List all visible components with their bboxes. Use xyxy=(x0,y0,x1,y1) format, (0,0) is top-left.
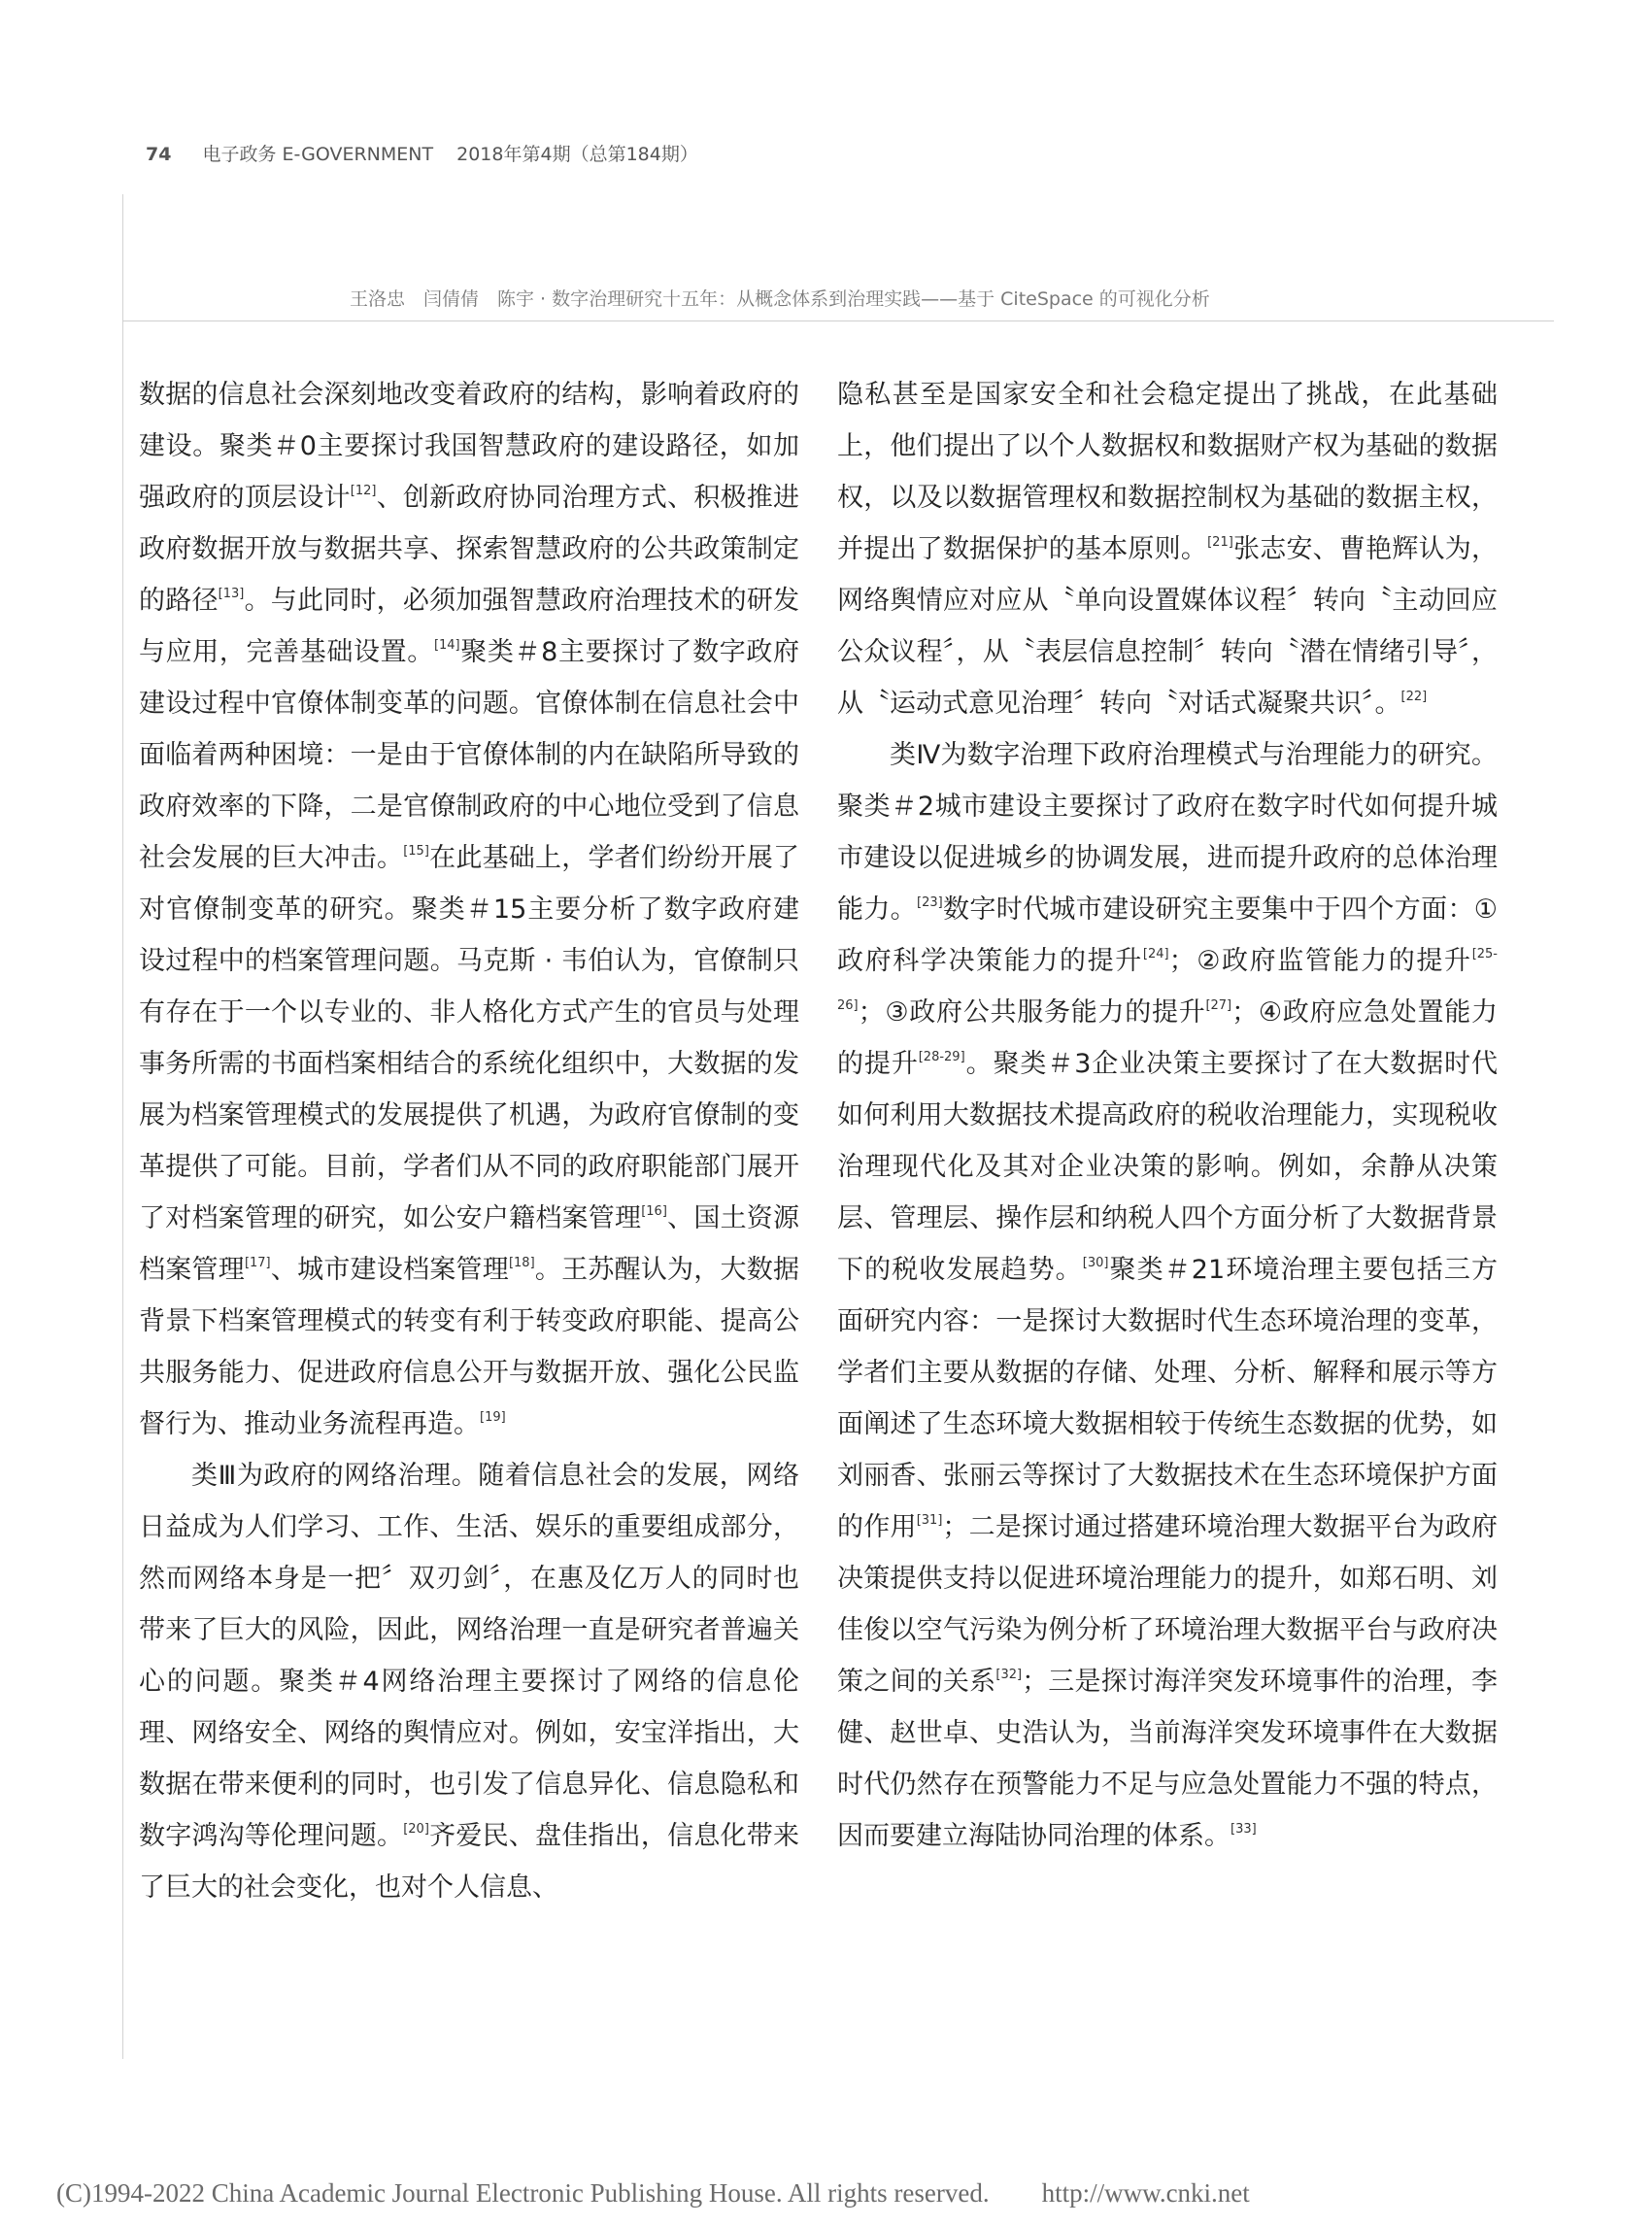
right-column xyxy=(837,369,1498,1862)
citation[interactable]: [22] xyxy=(1400,690,1428,704)
page-number: 74 xyxy=(146,144,172,165)
citation[interactable]: [31] xyxy=(916,1513,943,1528)
journal-name: 电子政务 E-GOVERNMENT xyxy=(202,144,434,165)
issue-info: 2018年第4期（总第184期） xyxy=(456,144,698,165)
citation[interactable]: [21] xyxy=(1207,535,1233,550)
citation[interactable]: [13] xyxy=(218,587,245,601)
citation[interactable]: [33] xyxy=(1231,1822,1257,1837)
citation[interactable]: [24] xyxy=(1142,947,1169,961)
citation[interactable]: [16] xyxy=(641,1204,667,1219)
citation[interactable]: [14] xyxy=(433,638,460,653)
citation[interactable]: [20] xyxy=(403,1822,429,1837)
paragraph: 数据的信息社会深刻地改变着政府的结构，影响着政府的建设。聚类＃0主要探讨我国智慧政府的建设路径，如加强政府的顶层设计[12]、创新政府协同治理方式、积极推进政府数据开放与数据共享、探索智慧政府的公共政策制定的路径[13]。与此同时，必须加强智慧政府治理技术的研发与应用，完善基础设置。[14]聚类＃8主要探讨了数字政府建设过程中官僚体制变革的问题。官僚体制在信息社会中面临着两种困境：一是由于官僚体制的内在缺陷所导致的政府效率的下降，二是官僚制政府的中心地位受到了信息社会发展的巨大冲击。[15]在此基础上，学者们纷纷开展了对官僚制变革的研究。聚类＃15主要分析了数字政府建设过程中的档案管理问题。马克斯 · 韦伯认为，官僚制只有存在于一个以专业的、非人格化方式产生的官员与处理事务所需的书面档案相结合的系统化组织中，大数据的发展为档案管理模式的发展提供了机遇，为政府官僚制的变革提供了可能。目前，学者们从不同的政府职能部门展开了对档案管理的研究，如公安户籍档案管理[16]、国土资源档案管理[17]、城市建设档案管理[18]。王苏醒认为，大数据背景下档案管理模式的转变有利于转变政府职能、提高公共服务能力、促进政府信息公开与数据开放、强化公民监督行为、推动业务流程再造。[19] xyxy=(139,380,800,1439)
citation[interactable]: [30] xyxy=(1082,1256,1109,1270)
citation[interactable]: [15] xyxy=(403,844,429,859)
paragraph: 类Ⅲ为政府的网络治理。随着信息社会的发展，网络日益成为人们学习、工作、生活、娱乐的重要组成部分，然而网络本身是一把〞双刃剑〞，在惠及亿万人的同时也带来了巨大的风险，因此，网络治理一直是研究者普遍关心的问题。聚类＃4网络治理主要探讨了网络的信息伦理、网络安全、网络的舆情应对。例如，安宝洋指出，大数据在带来便利的同时，也引发了信息异化、信息隐私和数字鸿沟等伦理问题。[20]齐爱民、盘佳指出，信息化带来了巨大的社会变化，也对个人信息、 xyxy=(139,1461,800,1903)
left-column xyxy=(139,369,799,1913)
citation[interactable]: [28-29] xyxy=(918,1050,965,1064)
running-title: 王洛忠 闫倩倩 陈宇 · 数字治理研究十五年：从概念体系到治理实践——基于 CiteSpace 的可视化分析 xyxy=(350,288,1210,310)
citation[interactable]: [18] xyxy=(508,1256,535,1270)
citation[interactable]: [19] xyxy=(480,1410,506,1425)
paragraph: 类Ⅳ为数字治理下政府治理模式与治理能力的研究。聚类＃2城市建设主要探讨了政府在数字时代如何提升城市建设以促进城乡的协调发展，进而提升政府的总体治理能力。[23]数字时代城市建设研究主要集中于四个方面：①政府科学决策能力的提升[24]；②政府监管能力的提升[25-26]；③政府公共服务能力的提升[27]；④政府应急处置能力的提升[28-29]。聚类＃3企业决策主要探讨了在大数据时代如何利用大数据技术提高政府的税收治理能力，实现税收治理现代化及其对企业决策的影响。例如，余静从决策层、管理层、操作层和纳税人四个方面分析了大数据背景下的税收发展趋势。[30]聚类＃21环境治理主要包括三方面研究内容：一是探讨大数据时代生态环境治理的变革，学者们主要从数据的存储、处理、分析、解释和展示等方面阐述了生态环境大数据相较于传统生态数据的优势，如刘丽香、张丽云等探讨了大数据技术在生态环境保护方面的作用[31]；二是探讨通过搭建环境治理大数据平台为政府决策提供支持以促进环境治理能力的提升，如郑石明、刘佳俊以空气污染为例分析了环境治理大数据平台与政府决策之间的关系[32]；三是探讨海洋突发环境事件的治理，李健、赵世卓、史浩认为，当前海洋突发环境事件在大数据时代仍然存在预警能力不足与应急处置能力不强的特点，因而要建立海陆协同治理的体系。[33] xyxy=(837,740,1499,1851)
citation[interactable]: [27] xyxy=(1205,998,1232,1013)
citation[interactable]: [25-26] xyxy=(837,947,1498,1013)
paragraph: 隐私甚至是国家安全和社会稳定提出了挑战，在此基础上，他们提出了以个人数据权和数据财产权为基础的数据权，以及以数据管理权和数据控制权为基础的数据主权，并提出了数据保护的基本原则。[21]张志安、曹艳辉认为，网络舆情应对应从〝单向设置媒体议程〞转向〝主动回应公众议程〞，从〝表层信息控制〞转向〝潜在情绪引导〞，从〝运动式意见治理〞转向〝对话式凝聚共识〞。[22] xyxy=(837,380,1499,719)
citation[interactable]: [12] xyxy=(350,484,377,498)
copyright-footer: (C)1994-2022 China Academic Journal Electronic Publishing House. All rights reserved. http://www.cnki.net xyxy=(56,2178,1250,2208)
citation[interactable]: [23] xyxy=(917,895,943,910)
page-header xyxy=(146,140,1020,173)
left-margin-rule xyxy=(122,194,123,2059)
header-divider xyxy=(122,320,1554,321)
citation[interactable]: [32] xyxy=(995,1668,1023,1682)
citation[interactable]: [17] xyxy=(244,1256,271,1270)
